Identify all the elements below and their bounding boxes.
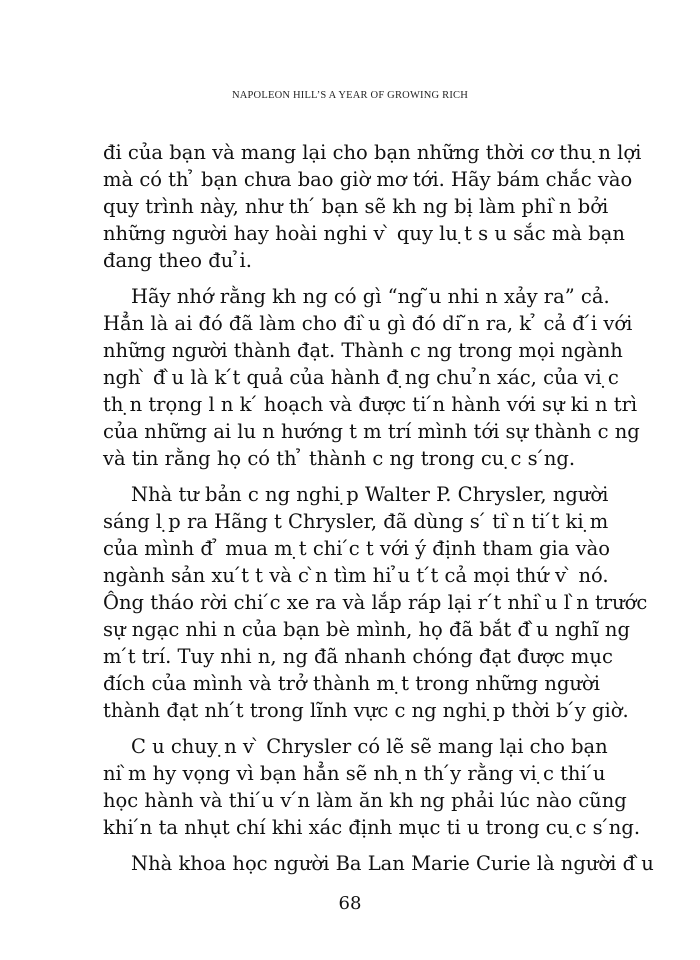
paragraph bbox=[103, 481, 648, 724]
text-line: thành đạt nh ́t trong lĩnh vực c ng nghi ̣p thời b ́y giờ. bbox=[103, 699, 629, 722]
body-text bbox=[103, 139, 654, 886]
running-header: NAPOLEON HILL’S A YEAR OF GROWING RICH bbox=[231, 90, 469, 101]
text-line: ngành sản xu ́t t và c ̀n tìm hi ̉u t ́t cả mọi thứ v ̀ nó. bbox=[103, 564, 609, 587]
text-line: Hẳn là ai đó đã làm cho đi ̀u gì đó di ̃n ra, k ̉ cả đ ́i với bbox=[103, 312, 633, 335]
text-line: C u chuy ̣n v ̀ Chrysler có lẽ sẽ mang lại cho bạn bbox=[131, 735, 608, 758]
text-line: sự ngạc nhi n của bạn bè mình, họ đã bắt đ ̀u nghĩ ng bbox=[103, 618, 630, 641]
text-line: Nhà khoa học người Ba Lan Marie Curie là người đ ̀u bbox=[131, 852, 654, 875]
text-line: mà có th ̉ bạn chưa bao giờ mơ tới. Hãy bám chắc vào bbox=[103, 168, 633, 191]
paragraph bbox=[103, 283, 640, 472]
text-line: và tin rằng họ có th ̉ thành c ng trong cu ̣c s ́ng. bbox=[103, 447, 576, 470]
paragraph bbox=[103, 850, 654, 877]
text-line: đích của mình và trở thành m ̣t trong những người bbox=[103, 672, 600, 695]
text-line: đi của bạn và mang lại cho bạn những thời cơ thu ̣n lợi bbox=[103, 141, 642, 164]
text-line: Ông tháo rời chi ́c xe ra và lắp ráp lại r ́t nhi ̀u l ̀n trước bbox=[103, 591, 648, 614]
page-number: 68 bbox=[338, 893, 362, 914]
text-line: sáng l ̣p ra Hãng t Chrysler, đã dùng s ́ ti ̀n ti ́t ki ̣m bbox=[103, 510, 609, 533]
text-line: ni ̀m hy vọng vì bạn hẳn sẽ nh ̣n th ́y rằng vi ̣c thi ́u bbox=[103, 762, 606, 785]
paragraph bbox=[103, 733, 641, 841]
text-line: Nhà tư bản c ng nghi ̣p Walter P. Chrysler, người bbox=[131, 483, 609, 506]
text-line: học hành và thi ́u v ́n làm ăn kh ng phải lúc nào cũng bbox=[103, 789, 627, 812]
text-line: khi ́n ta nhụt chí khi xác định mục ti u trong cu ̣c s ́ng. bbox=[103, 816, 641, 839]
text-line: của những ai lu n hướng t m trí mình tới sự thành c ng bbox=[103, 420, 640, 443]
text-line: của mình đ ̉ mua m ̣t chi ́c t với ý định tham gia vào bbox=[103, 537, 610, 560]
text-line: đang theo đu ̉i. bbox=[103, 249, 252, 272]
text-line: những người hay hoài nghi v ̀ quy lu ̣t s u sắc mà bạn bbox=[103, 222, 625, 245]
text-line: th ̣n trọng l n k ́ hoạch và được ti ́n hành với sự ki n trì bbox=[103, 393, 638, 416]
text-line: những người thành đạt. Thành c ng trong mọi ngành bbox=[103, 339, 623, 362]
text-line: Hãy nhớ rằng kh ng có gì “ng ̃u nhi n xảy ra” cả. bbox=[131, 285, 610, 308]
text-line: m ́t trí. Tuy nhi n, ng đã nhanh chóng đạt được mục bbox=[103, 645, 613, 668]
paragraph bbox=[103, 139, 642, 274]
text-line: quy trình này, như th ́ bạn sẽ kh ng bị làm phi ̀n bởi bbox=[103, 195, 609, 218]
text-line: ngh ̀ đ ̀u là k ́t quả của hành đ ̣ng chu ̉n xác, của vi ̣c bbox=[103, 366, 619, 389]
